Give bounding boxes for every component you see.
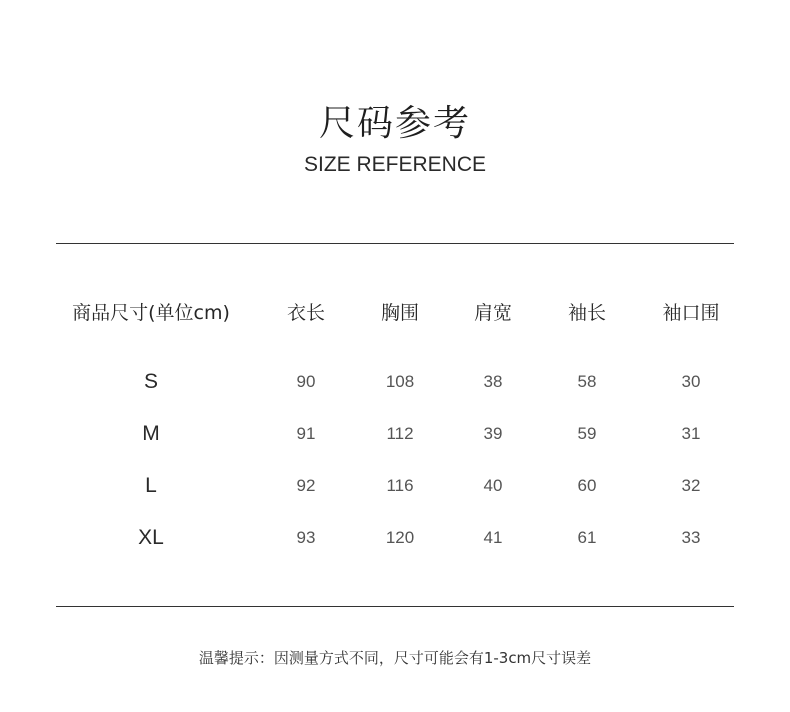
- table-cell: 33: [681, 528, 701, 547]
- size-label: M: [142, 422, 160, 445]
- header-product-size: 商品尺寸(单位cm): [72, 302, 230, 324]
- table-cell: 32: [681, 476, 701, 495]
- table-cell: 39: [483, 424, 503, 443]
- table-cell: 40: [483, 476, 503, 495]
- table-cell: 58: [577, 372, 597, 391]
- table-cell: 91: [296, 424, 316, 443]
- table-cell: 112: [386, 424, 414, 443]
- table-cell: 116: [386, 476, 414, 495]
- table-cell: 31: [681, 424, 701, 443]
- header-shoulder: 肩宽: [473, 302, 513, 324]
- header-length: 衣长: [286, 302, 326, 324]
- table-cell: 30: [681, 372, 701, 391]
- table-cell: 60: [577, 476, 597, 495]
- size-label: L: [145, 474, 157, 497]
- size-label: XL: [138, 526, 164, 549]
- page-title-chinese: 尺码参考: [318, 103, 471, 144]
- table-cell: 41: [483, 528, 503, 547]
- size-label: S: [143, 370, 159, 393]
- bottom-divider: [56, 606, 734, 607]
- table-cell: 90: [296, 372, 316, 391]
- header-chest: 胸围: [380, 302, 420, 324]
- header-sleeve-length: 袖长: [567, 302, 607, 324]
- measurement-note: 温馨提示：因测量方式不同，尺寸可能会有1-3cm尺寸误差: [198, 649, 592, 667]
- header-cuff: 袖口围: [662, 302, 720, 324]
- table-cell: 61: [577, 528, 597, 547]
- table-cell: 92: [296, 476, 316, 495]
- table-cell: 38: [483, 372, 503, 391]
- table-cell: 108: [385, 372, 415, 391]
- table-cell: 93: [296, 528, 316, 547]
- page-title-english: SIZE REFERENCE: [303, 153, 487, 176]
- table-cell: 120: [385, 528, 415, 547]
- table-cell: 59: [577, 424, 597, 443]
